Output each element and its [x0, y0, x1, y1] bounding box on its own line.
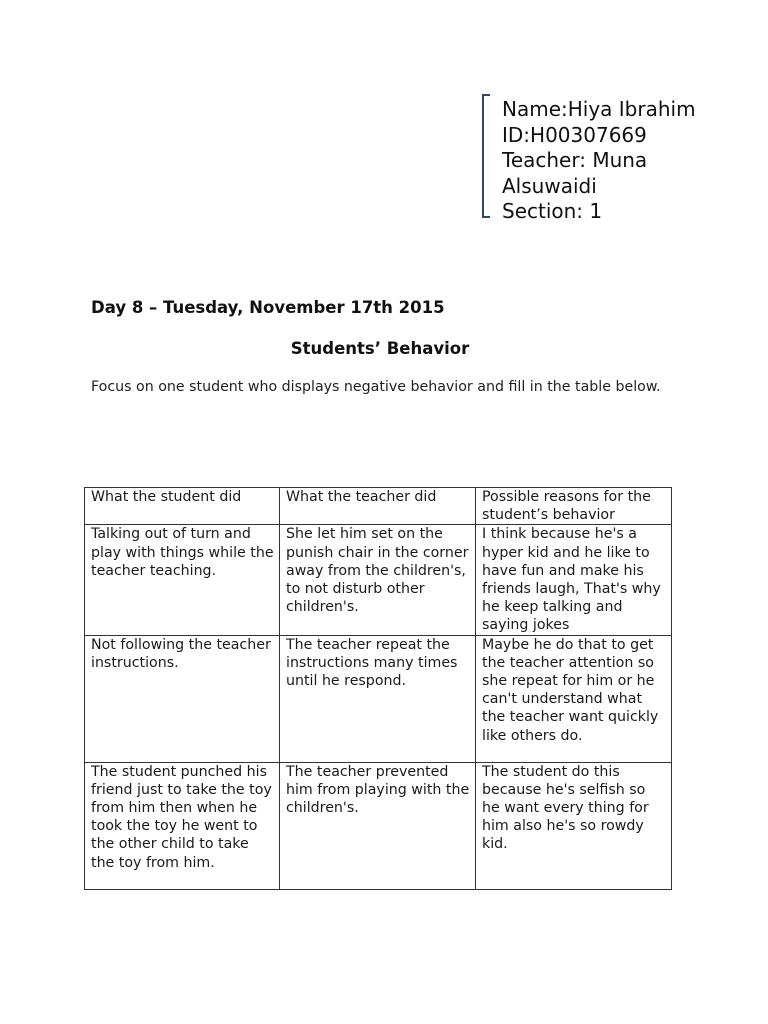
table-row [85, 762, 672, 889]
table-cell: Maybe he do that to get the teacher attention so she repeat for him or he can't understand what the teacher want quickly like others do. [476, 635, 672, 762]
table-cell: She let him set on the punish chair in the corner away from the children's, to not disturb other children's. [280, 525, 476, 635]
table-row [85, 525, 672, 635]
day-title: Day 8 – Tuesday, November 17th 2015 [91, 298, 445, 317]
behavior-table [84, 487, 672, 890]
table-cell: Not following the teacher instructions. [85, 635, 280, 762]
student-info-block [482, 94, 732, 223]
table-cell: The teacher prevented him from playing with the children's. [280, 762, 476, 889]
section-number: Section: 1 [502, 199, 603, 223]
instructions-text: Focus on one student who displays negative behavior and fill in the table below. [91, 379, 661, 395]
info-lines [502, 97, 696, 225]
table-cell: The student do this because he's selfish so he want every thing for him also he's so rowdy kid. [476, 762, 672, 889]
table-cell: I think because he's a hyper kid and he like to have fun and make his friends laugh, That's why he keep talking and saying jokes [476, 525, 672, 635]
column-header-reasons: Possible reasons for the student’s behavior [476, 488, 672, 525]
table-header-row [85, 488, 672, 525]
student-id: ID:H00307669 [502, 122, 647, 147]
table-row [85, 635, 672, 762]
table-cell: The student punched his friend just to take the toy from him then when he took the toy he went to the other child to take the toy from him. [85, 762, 280, 889]
teacher-name-line1: Teacher: Muna [502, 148, 648, 172]
info-bracket [482, 94, 490, 218]
column-header-student: What the student did [85, 488, 280, 525]
table-cell: Talking out of turn and play with things while the teacher teaching. [85, 525, 280, 635]
column-header-teacher: What the teacher did [280, 488, 476, 525]
section-title: Students’ Behavior [290, 339, 470, 358]
section-title-wrap [0, 339, 760, 358]
student-name: Name:Hiya Ibrahim [502, 97, 696, 121]
teacher-name-line2: Alsuwaidi [502, 173, 597, 198]
table-cell: The teacher repeat the instructions many times until he respond. [280, 635, 476, 762]
